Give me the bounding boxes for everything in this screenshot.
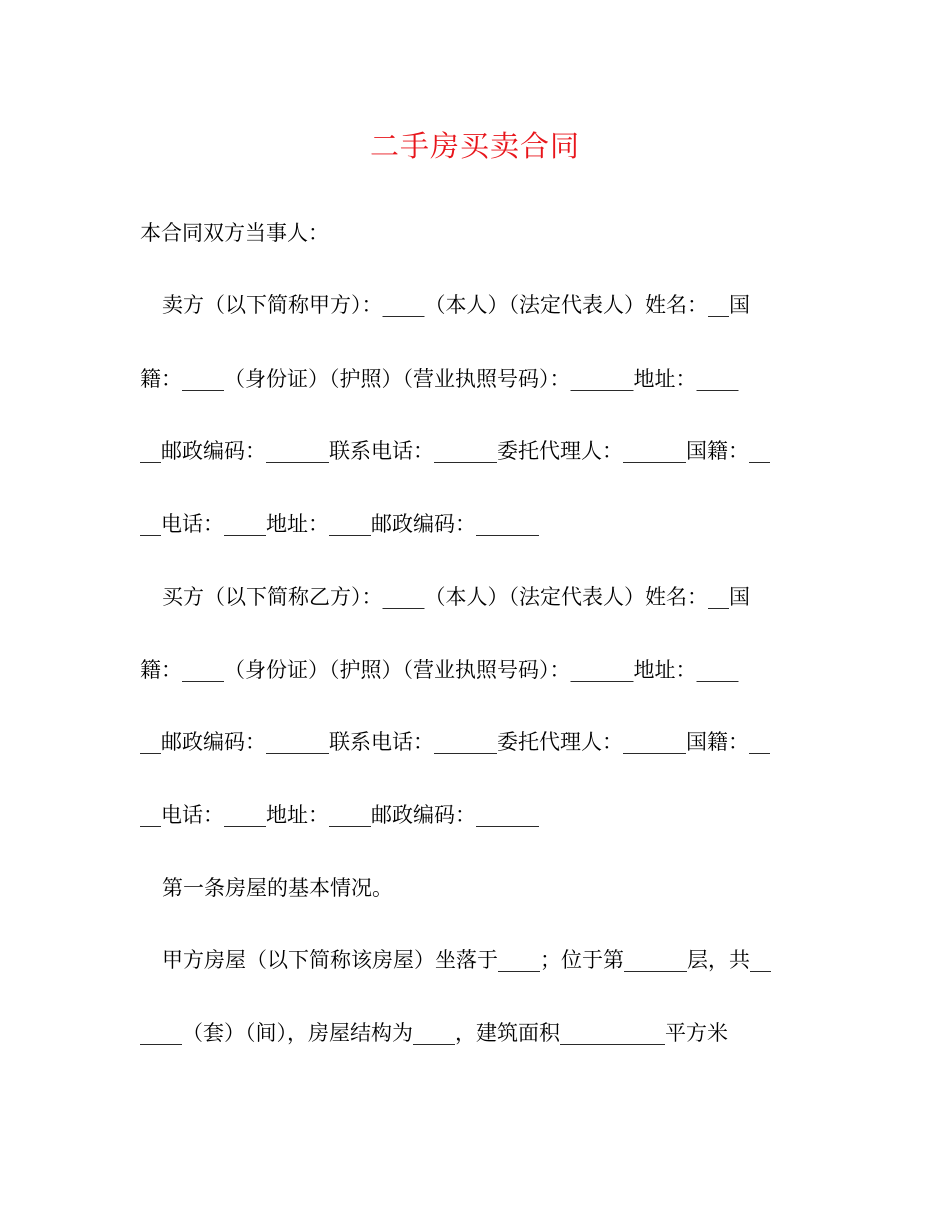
buyer-line-4: __电话：____地址：____邮政编码：______ (140, 803, 539, 827)
property-line-1: 甲方房屋（以下简称该房屋）坐落于____；位于第______层，共__ (162, 948, 771, 972)
parties-heading: 本合同双方当事人： (140, 221, 329, 245)
buyer-line-3: __邮政编码：______联系电话：______委托代理人：______国籍：__ (140, 730, 770, 754)
seller-line-3: __邮政编码：______联系电话：______委托代理人：______国籍：__ (140, 439, 770, 463)
property-line-2: ____（套）（间），房屋结构为____，建筑面积__________平方米 (140, 1021, 728, 1045)
buyer-line-1: 买方（以下简称乙方）：____（本人）（法定代表人）姓名：__国 (162, 585, 750, 609)
document-title: 二手房买卖合同 (369, 129, 580, 163)
buyer-line-2: 籍：____（身份证）（护照）（营业执照号码）：______地址：____ (140, 658, 739, 682)
seller-line-1: 卖方（以下简称甲方）：____（本人）（法定代表人）姓名：__国 (162, 293, 750, 317)
seller-line-4: __电话：____地址：____邮政编码：______ (140, 512, 539, 536)
seller-line-2: 籍：____（身份证）（护照）（营业执照号码）：______地址：____ (140, 367, 739, 391)
article-1-heading: 第一条房屋的基本情况。 (162, 876, 393, 900)
